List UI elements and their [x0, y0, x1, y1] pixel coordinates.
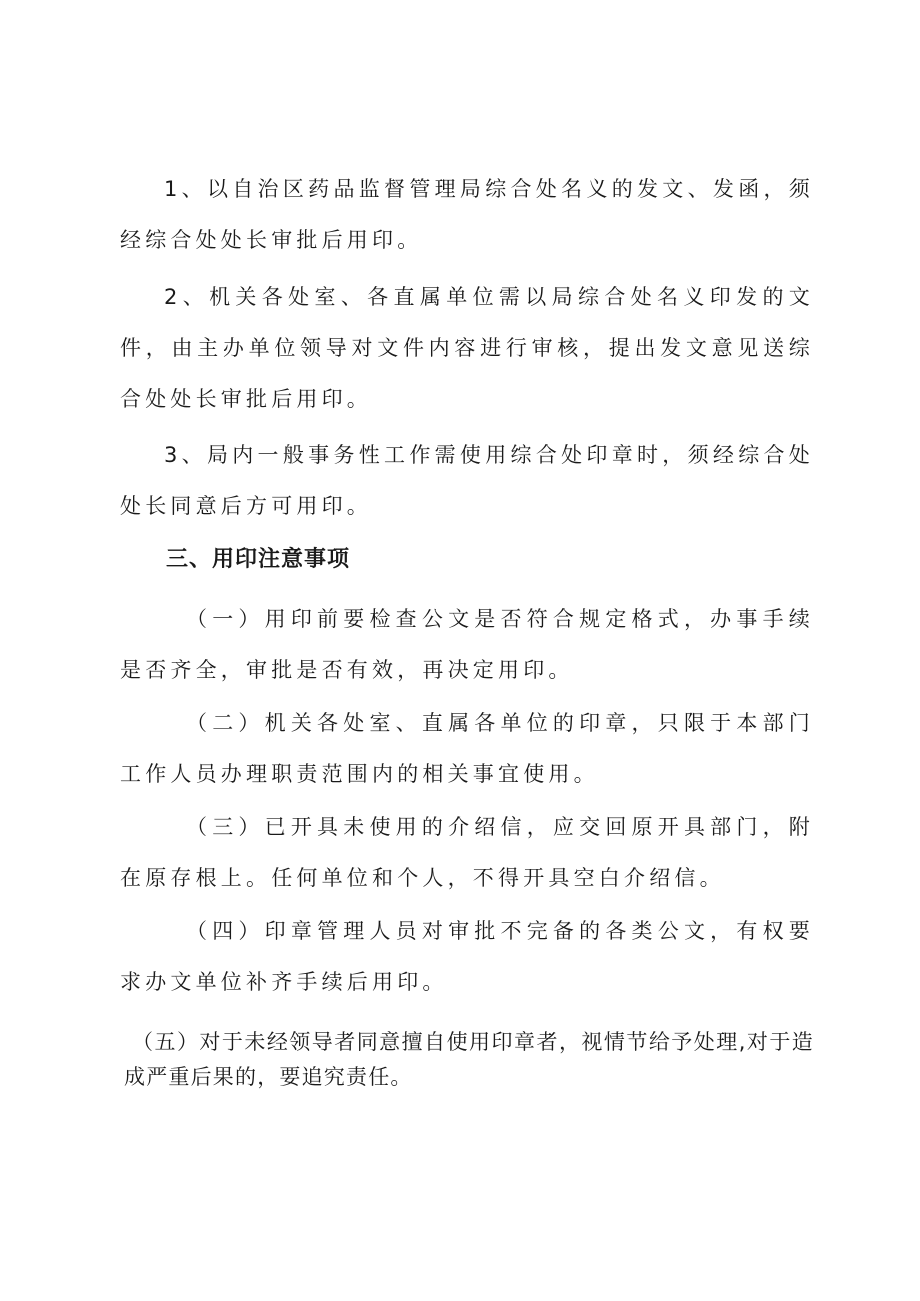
note-2: （二）机关各处室、直属各单位的印章，只限于本部门工作人员办理职责范围内的相关事宜使用。 [120, 711, 814, 786]
item-3: 3、局内一般事务性工作需使用综合处印章时，须经综合处处长同意后方可用印。 [120, 443, 814, 518]
note-3: （三）已开具未使用的介绍信，应交回原开具部门，附在原存根上。任何单位和个人，不得开具空白介绍信。 [120, 815, 814, 890]
item-2: 2、机关各处室、各直属单位需以局综合处名义印发的文件，由主办单位领导对文件内容进行审核，提出发文意见送综合处处长审批后用印。 [120, 285, 814, 411]
section-heading: 三、用印注意事项 [166, 547, 351, 572]
item-1: 1、以自治区药品监督管理局综合处名义的发文、发函，须经综合处处长审批后用印。 [120, 177, 814, 252]
note-5: （五）对于未经领导者同意擅自使用印章者，视情节给予处理,对于造成严重后果的，要追究责任。 [124, 1030, 814, 1089]
note-4: （四）印章管理人员对审批不完备的各类公文，有权要求办文单位补齐手续后用印。 [120, 919, 814, 994]
note-1: （一）用印前要检查公文是否符合规定格式，办事手续是否齐全，审批是否有效，再决定用印。 [120, 607, 814, 682]
